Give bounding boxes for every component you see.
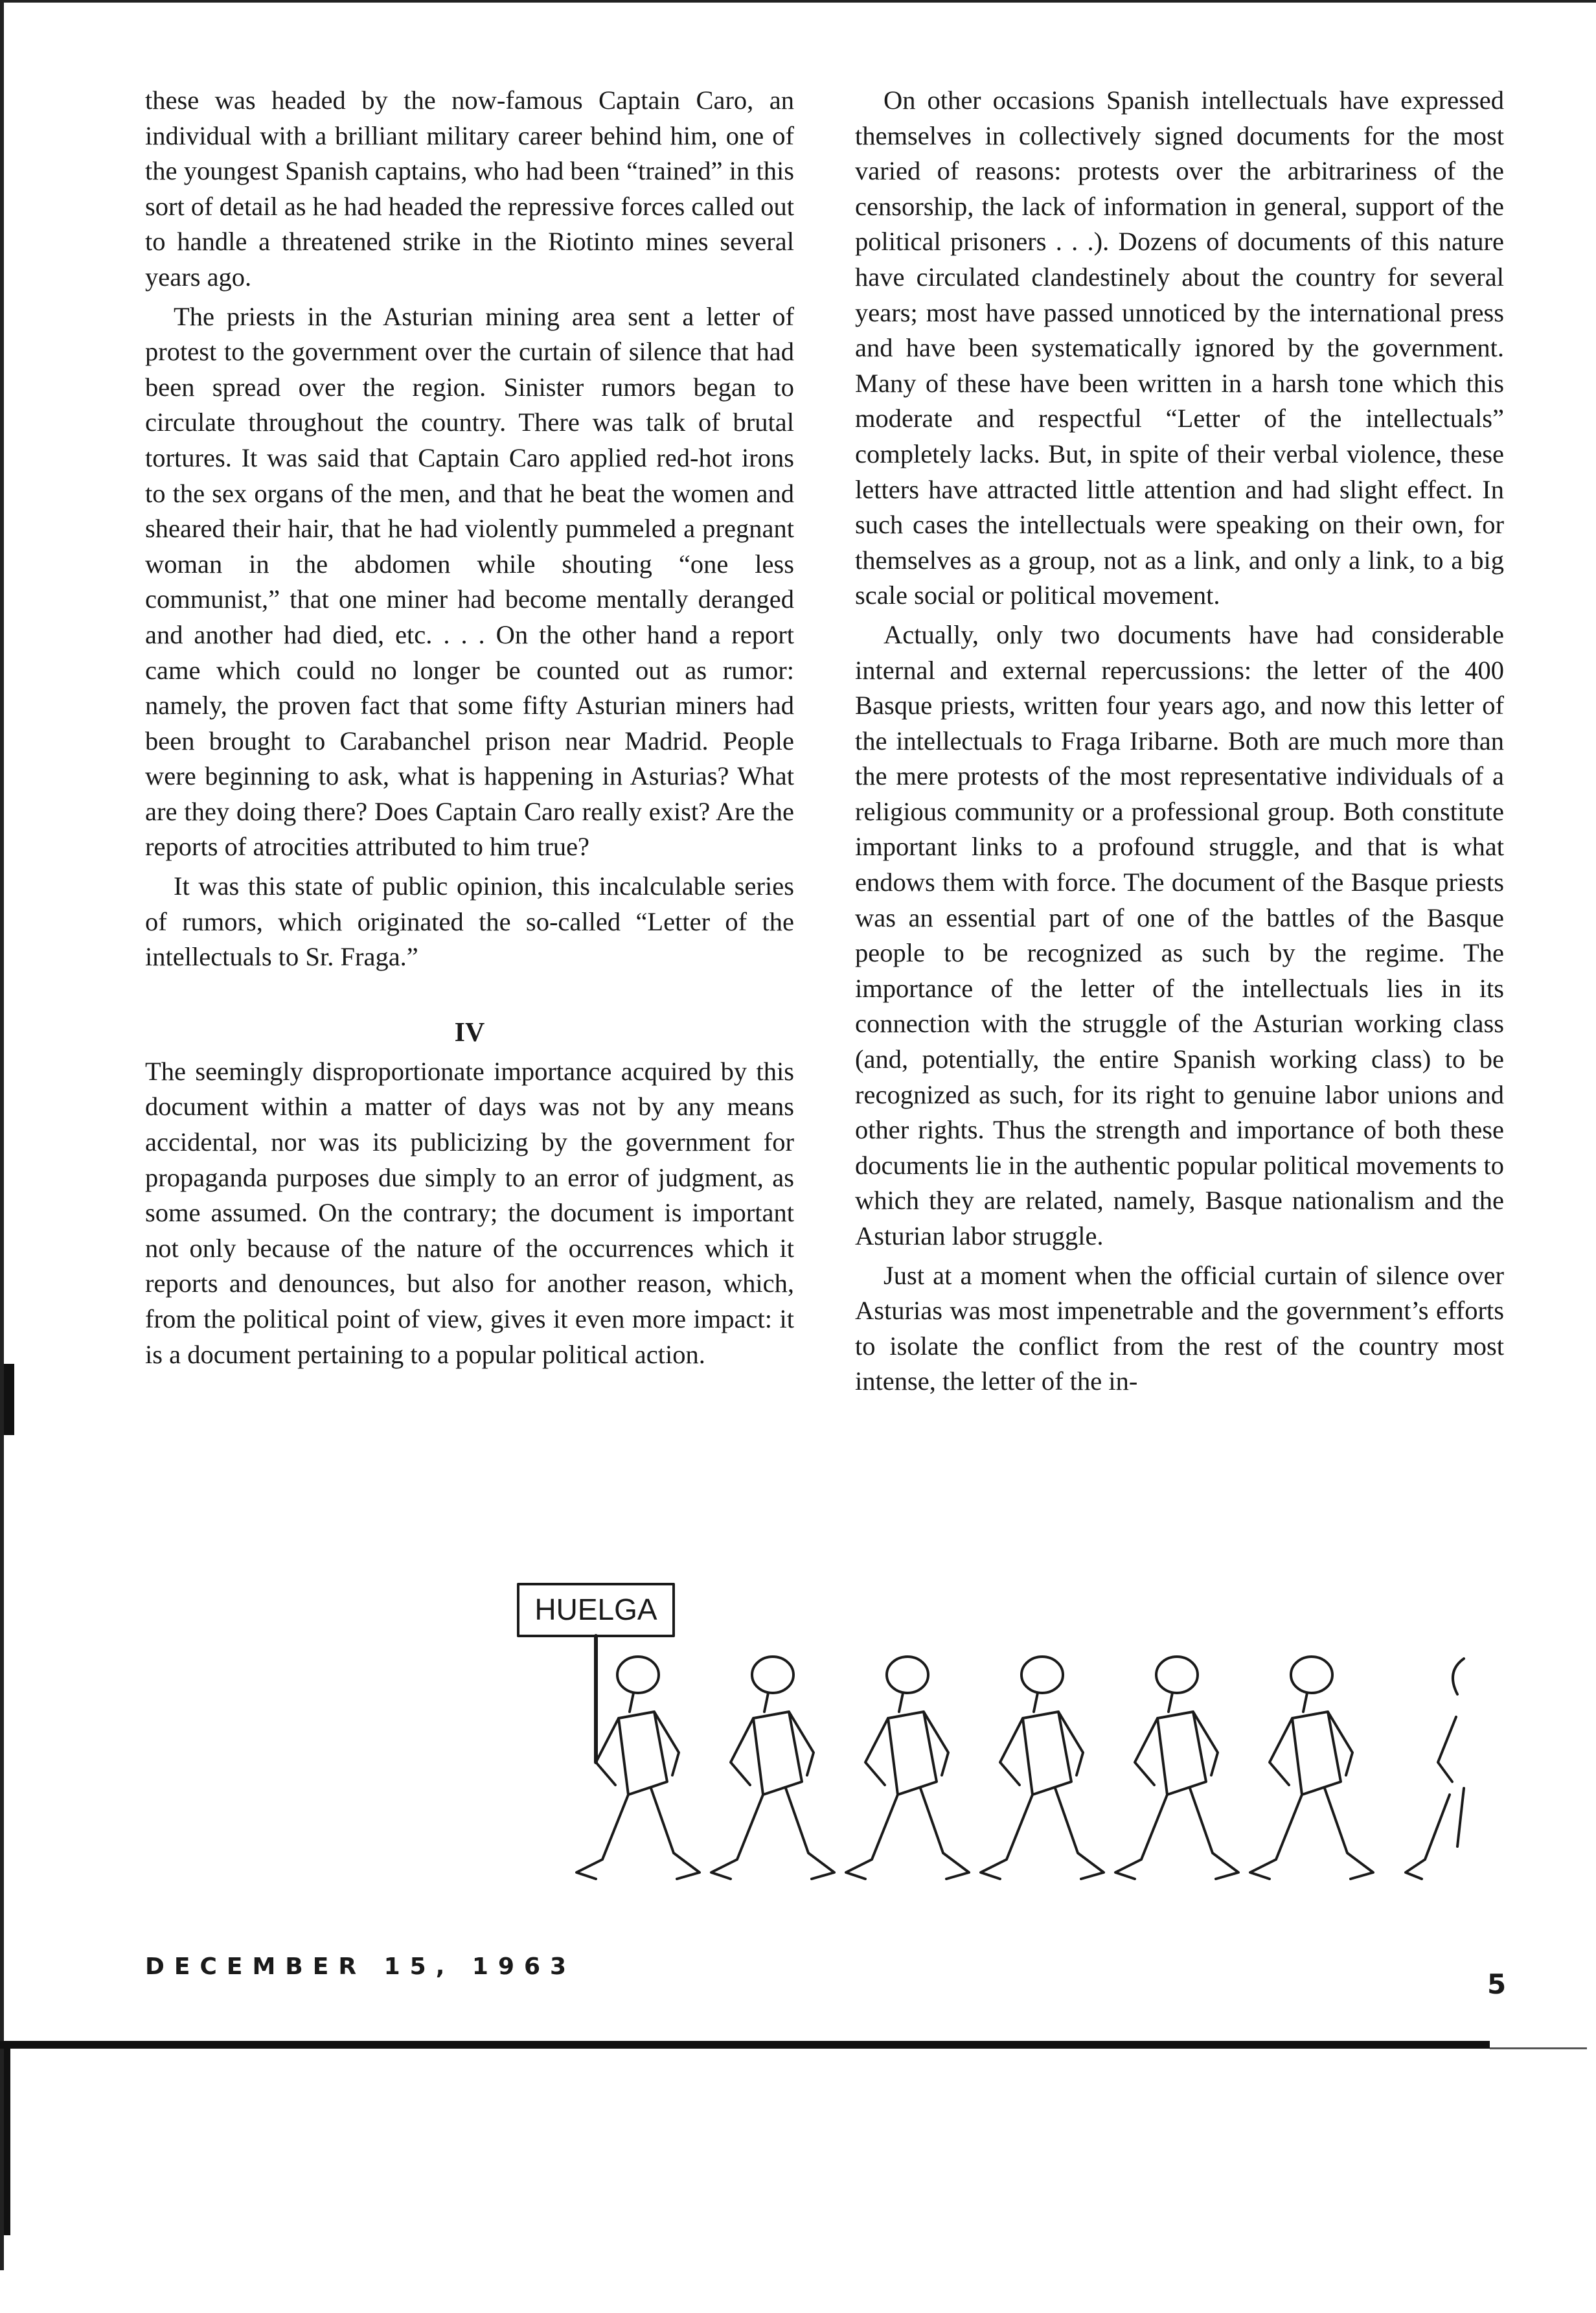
body-paragraph: On other occasions Spanish intellectuals have expressed themselves in collectively signed documents for the most varied of reasons: protests over the arbitrariness of the censorship, the lack of information in general, support of the political prisoners . . .). Dozens of documents of this nature have circulated clandestinely about the country for several years; most have passed unnoticed by the international press and have been systematically ignored by the government. Many of these have been written in a harsh tone which this moderate and respectful “Letter of the intellectuals” completely lacks. But, in spite of their verbal violence, these letters have attracted little attention and had slight effect. In such cases the intellectuals were speaking on their own, for themselves as a group, not as a link, and only a link, to a big scale social or political movement.	[855, 86, 1504, 610]
body-paragraph: The seemingly disproportionate importance acquired by this document within a matter of days was not by any means accidental, nor was its publicizing by the government for propaganda purposes due simply to an error of judgment, as some assumed. On the contrary; the document is important not only because of the nature of the occurrences which it reports and denounces, but also for another reason, which, from the political point of view, gives it even more impact: it is a document pertaining to a popular political action.	[145, 1056, 794, 1369]
marching-figure	[1406, 1659, 1464, 1879]
body-paragraph: It was this state of public opinion, this incalculable series of rumors, which originated the so-called “Letter of the intellectuals to Sr. Fraga.”	[145, 871, 794, 972]
left-column	[145, 83, 794, 1372]
bottom-rule-thin	[1490, 2047, 1587, 2049]
scan-mark	[4, 2041, 10, 2235]
body-paragraph: The priests in the Asturian mining area sent a letter of protest to the government over the curtain of silence that had been spread over the region. Sinister rumors began to circulate throughout the country. There was talk of brutal tortures. It was said that Captain Caro applied red-hot irons to the sex organs of the men, and that he beat the women and sheared their hair, that he had violently pummeled a pregnant woman in the abdomen while shouting “one less communist,” that one miner had become mentally deranged and another had died, etc. . . . On the other hand a report came which could no longer be counted out as rumor: namely, the proven fact that some fifty Asturian miners had been brought to Carabanchel prison near Madrid. People were beginning to ask, what is happening in Asturias? What are they doing there? Does Captain Caro really exist? Are the reports of atrocities attributed to him true?	[145, 301, 794, 862]
strike-march-illustration	[505, 1568, 1503, 2313]
right-column	[855, 83, 1504, 1399]
body-paragraph: Just at a moment when the official curtain of silence over Asturias was most impenetrable and the government’s efforts to isolate the conflict from the rest of the country most intense, the letter of the in-	[855, 1260, 1504, 1396]
body-paragraph: these was headed by the now-famous Captain Caro, an individual with a brilliant military career behind him, one of the youngest Spanish captains, who had been “trained” in this sort of detail as he had headed the repressive forces called out to handle a threatened strike in the Riotinto mines several years ago.	[145, 86, 794, 292]
scan-mark	[4, 1364, 14, 1435]
marching-figure	[846, 1657, 969, 1879]
scan-edge-left	[0, 0, 4, 2270]
page-number: 5	[1487, 1968, 1507, 2000]
body-paragraph: Actually, only two documents have had considerable internal and external repercussions: the letter of the 400 Basque priests, written four years ago, and now this letter of the intellectuals to Fraga Iribarne. Both are much more than the mere protests of the most representative individuals of a religious community or a professional group. Both constitute important links to a profound struggle, and that is what endows them with force. The document of the Basque priests was an essential part of one of the battles of the Basque people to be recognized as such by the regime. The importance of the letter of the intellectuals lies in its connection with the struggle of the Asturian working class (and, potentially, the entire Spanish working class) to be recognized as such, for its right to genuine labor unions and other rights. Thus the strength and importance of both these documents lie in the authentic popular political movements to which they are related, namely, Basque nationalism and the Asturian labor struggle.	[855, 619, 1504, 1250]
bottom-rule	[0, 2041, 1490, 2049]
issue-date: DECEMBER 15, 1963	[145, 1953, 576, 1980]
section-heading: IV	[454, 1017, 485, 1048]
marching-figure	[1115, 1657, 1238, 1879]
scan-edge-top	[0, 0, 1596, 3]
marching-figure	[981, 1657, 1104, 1879]
marching-figure	[1250, 1657, 1373, 1879]
strike-sign-text: HUELGA	[534, 1593, 657, 1626]
marching-figure	[711, 1657, 834, 1879]
